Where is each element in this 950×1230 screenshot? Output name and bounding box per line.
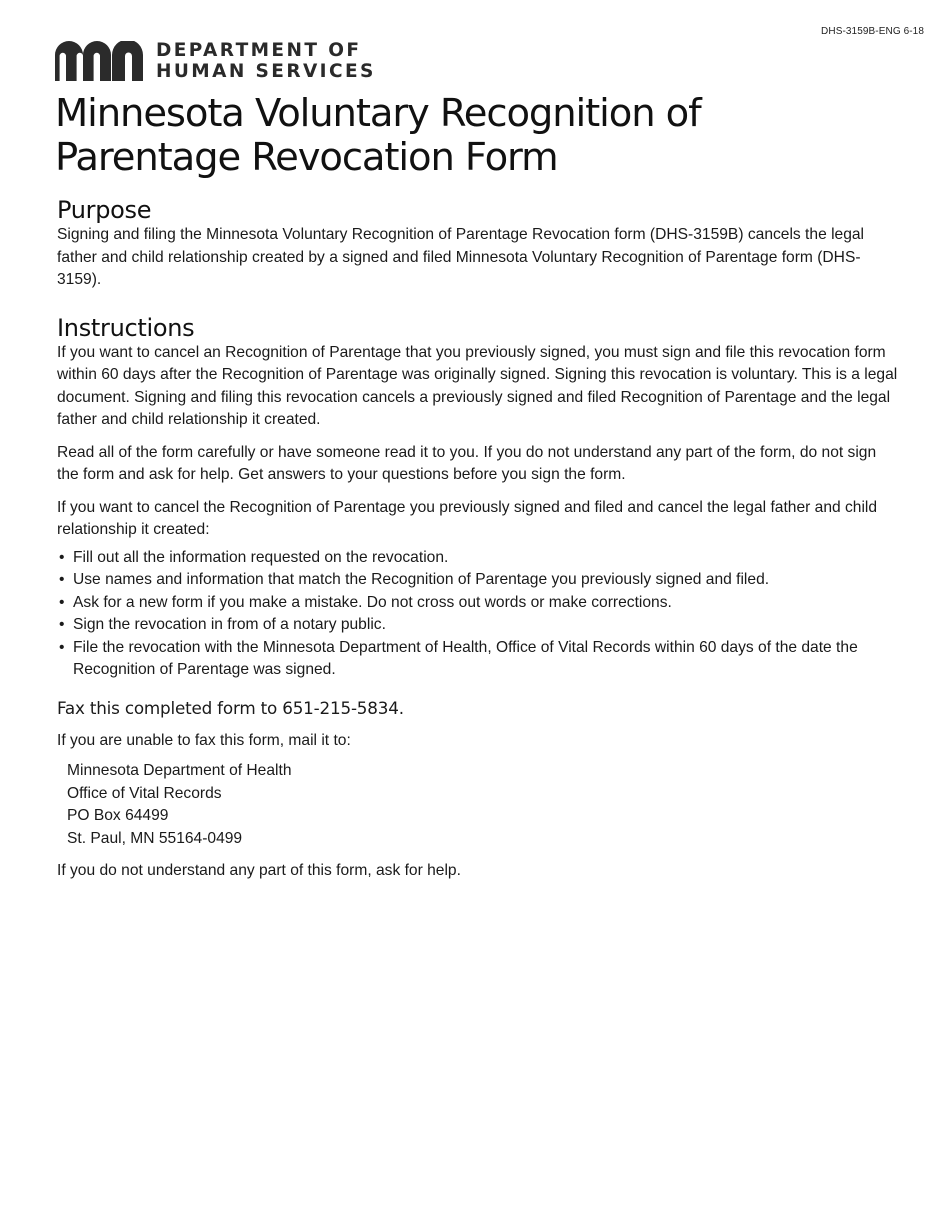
instructions-paragraph-2: Read all of the form carefully or have someone read it to you. If you do not understand any part of the form, do not sign the form and ask for help. Get answers to your questions before you sign the form. <box>57 443 877 483</box>
purpose-text: Signing and filing the Minnesota Voluntary Recognition of Parentage Revocation form (DHS-3159B) cancels the legal father and child relationship created by a signed and filed Minnesota Voluntary Recognition of Parentage form (DHS-3159). <box>57 226 865 288</box>
bullet-icon: • <box>59 571 65 588</box>
address-line: Minnesota Department of Health <box>67 762 292 779</box>
address-line: St. Paul, MN 55164-0499 <box>67 829 243 847</box>
fax-instruction: Fax this completed form to 651-215-5834. <box>57 697 404 718</box>
form-content <box>57 196 902 883</box>
mn-logo-icon <box>55 41 143 81</box>
list-item-text: Ask for a new form if you make a mistake. Do not cross out words or make corrections. <box>73 593 672 611</box>
list-item <box>57 547 902 570</box>
list-item-text: Sign the revocation in from of a notary public. <box>73 616 386 633</box>
mail-intro: If you are unable to fax this form, mail it to: <box>57 731 351 749</box>
list-item-text: Fill out all the information requested on the revocation. <box>73 548 449 566</box>
logo-text <box>156 40 376 82</box>
bullet-icon: • <box>59 548 65 566</box>
page-title-line2: Parentage Revocation Form <box>55 135 558 180</box>
logo-text-line1: DEPARTMENT OF <box>156 40 362 61</box>
bullet-icon: • <box>59 616 65 633</box>
logo-text-line2: HUMAN SERVICES <box>156 61 376 82</box>
address-line: Office of Vital Records <box>67 784 222 802</box>
form-code: DHS-3159B-ENG 6-18 <box>821 26 924 37</box>
mailing-address <box>67 760 902 850</box>
instructions-bullet-list <box>57 547 902 682</box>
list-item <box>57 614 902 637</box>
list-item <box>57 592 902 615</box>
help-note: If you do not understand any part of this form, ask for help. <box>57 862 461 879</box>
purpose-heading: Purpose <box>57 196 152 224</box>
instructions-paragraph-3: If you want to cancel the Recognition of Parentage you previously signed and filed and cancel the legal father and child relationship it created: <box>57 498 878 538</box>
list-item-text: Use names and information that match the Recognition of Parentage you previously signed and filed. <box>73 571 770 588</box>
dhs-logo <box>55 40 376 82</box>
list-item <box>57 569 902 592</box>
instructions-paragraph-1: If you want to cancel an Recognition of Parentage that you previously signed, you must sign and file this revocation form within 60 days after the Recognition of Parentage was originally signed. Signing this revocation is voluntary. This is a legal document. Signing and filing this revocation cancels a previously signed and filed Recognition of Parentage and the legal father and child relationship it created. <box>57 343 898 428</box>
list-item-text: File the revocation with the Minnesota Department of Health, Office of Vital Records within 60 days of the date the Recognition of Parentage was signed. <box>73 638 858 678</box>
address-line: PO Box 64499 <box>67 807 169 824</box>
list-item <box>57 637 902 682</box>
page-title-line1: Minnesota Voluntary Recognition of <box>55 91 701 136</box>
page-title <box>55 92 701 180</box>
bullet-icon: • <box>59 638 65 656</box>
bullet-icon: • <box>59 593 65 611</box>
instructions-heading: Instructions <box>57 313 195 342</box>
